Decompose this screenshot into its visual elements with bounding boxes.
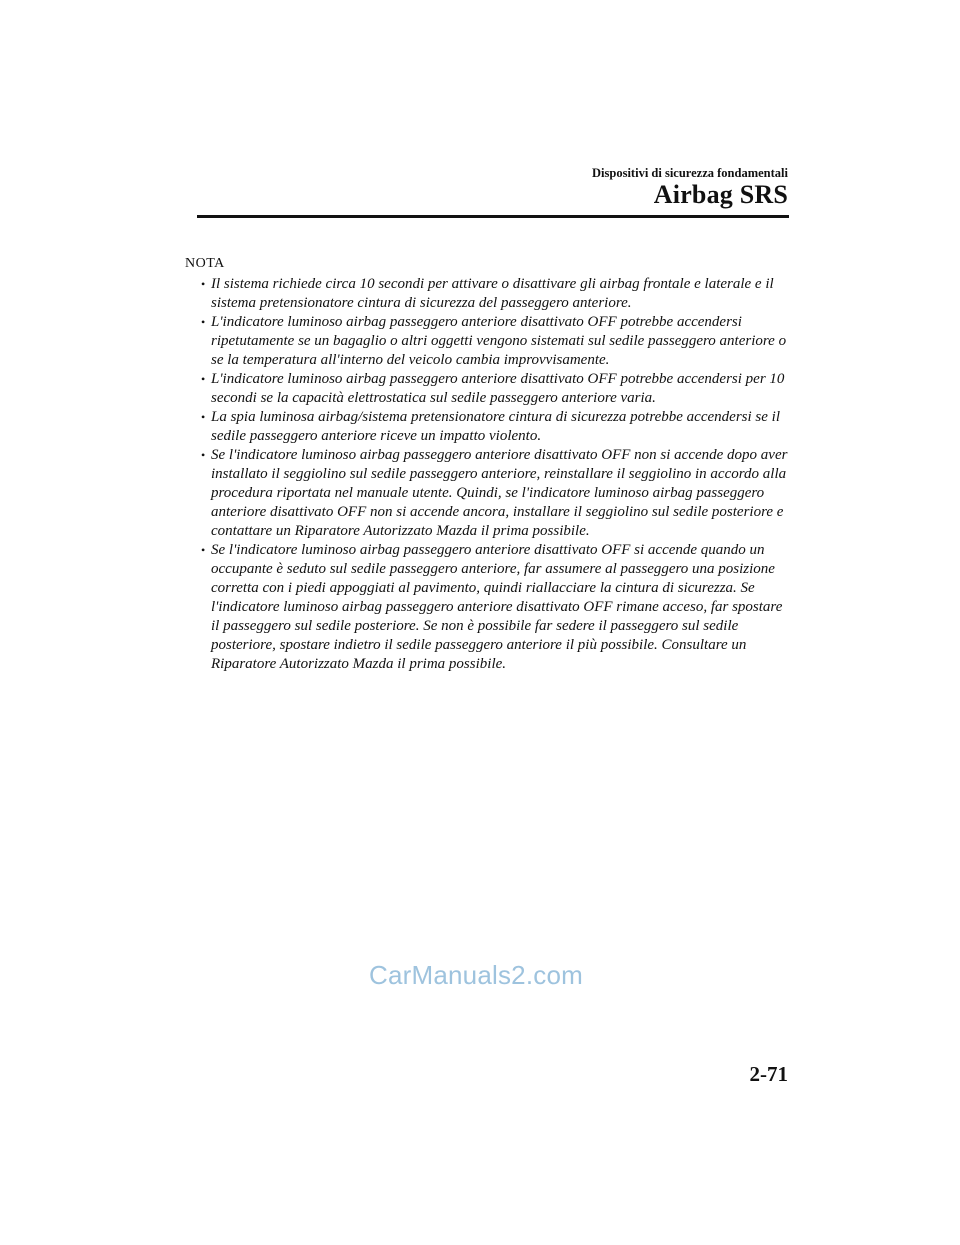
chapter-title: Airbag SRS	[653, 180, 788, 209]
bullet-icon: •	[201, 372, 206, 386]
header-rule	[197, 215, 789, 218]
note-list	[201, 275, 793, 674]
note-item	[201, 541, 793, 674]
note-item	[201, 275, 793, 313]
note-heading: NOTA	[185, 256, 225, 271]
note-item	[201, 446, 793, 541]
note-item	[201, 370, 793, 408]
bullet-icon: •	[201, 410, 206, 424]
note-text: Il sistema richiede circa 10 secondi per attivare o disattivare gli airbag frontale e laterale e il sistema pretensionatore cintura di sicurezza del passeggero anteriore.	[211, 276, 774, 311]
note-text: Se l'indicatore luminoso airbag passeggero anteriore disattivato OFF non si accende dopo aver installato il seggiolino sul sedile passeggero anteriore, reinstallare il seggiolino in accordo alla procedura riportata nel manuale utente. Quindi, se l'indicatore luminoso airbag passeggero anteriore disattivato OFF non si accende ancora, installare il seggiolino sul sedile posteriore e contattare un Riparatore Autorizzato Mazda il prima possibile.	[211, 447, 788, 539]
note-item	[201, 408, 793, 446]
note-text: La spia luminosa airbag/sistema pretensionatore cintura di sicurezza potrebbe accendersi se il sedile passeggero anteriore riceve un impatto violento.	[211, 409, 780, 444]
section-label: Dispositivi di sicurezza fondamentali	[592, 166, 788, 180]
page-number: 2-71	[749, 1062, 788, 1086]
note-text: L'indicatore luminoso airbag passeggero anteriore disattivato OFF potrebbe accendersi ripetutamente se un bagaglio o altri oggetti vengono sistemati sul sedile passeggero anteriore o se la temperatura all'interno del veicolo cambia improvvisamente.	[211, 314, 787, 368]
note-text: Se l'indicatore luminoso airbag passeggero anteriore disattivato OFF si accende quando un occupante è seduto sul sedile passeggero anteriore, far assumere al passeggero una posizione corretta con i piedi appoggiati al pavimento, quindi riallacciare la cintura di sicurezza. Se l'indicatore luminoso airbag passeggero anteriore disattivato OFF rimane acceso, far spostare il passeggero sul sedile posteriore. Se non è possibile far sedere il passeggero sul sedile posteriore, spostare indietro il sedile passeggero anteriore il più possibile. Consultare un Riparatore Autorizzato Mazda il prima possibile.	[211, 542, 783, 672]
note-item	[201, 313, 793, 370]
bullet-icon: •	[201, 277, 206, 291]
watermark-link[interactable]: CarManuals2.com	[369, 960, 583, 990]
bullet-icon: •	[201, 315, 206, 329]
bullet-icon: •	[201, 543, 206, 557]
note-text: L'indicatore luminoso airbag passeggero anteriore disattivato OFF potrebbe accendersi per 10 secondi se la capacità elettrostatica sul sedile passeggero anteriore varia.	[211, 371, 785, 406]
bullet-icon: •	[201, 448, 206, 462]
